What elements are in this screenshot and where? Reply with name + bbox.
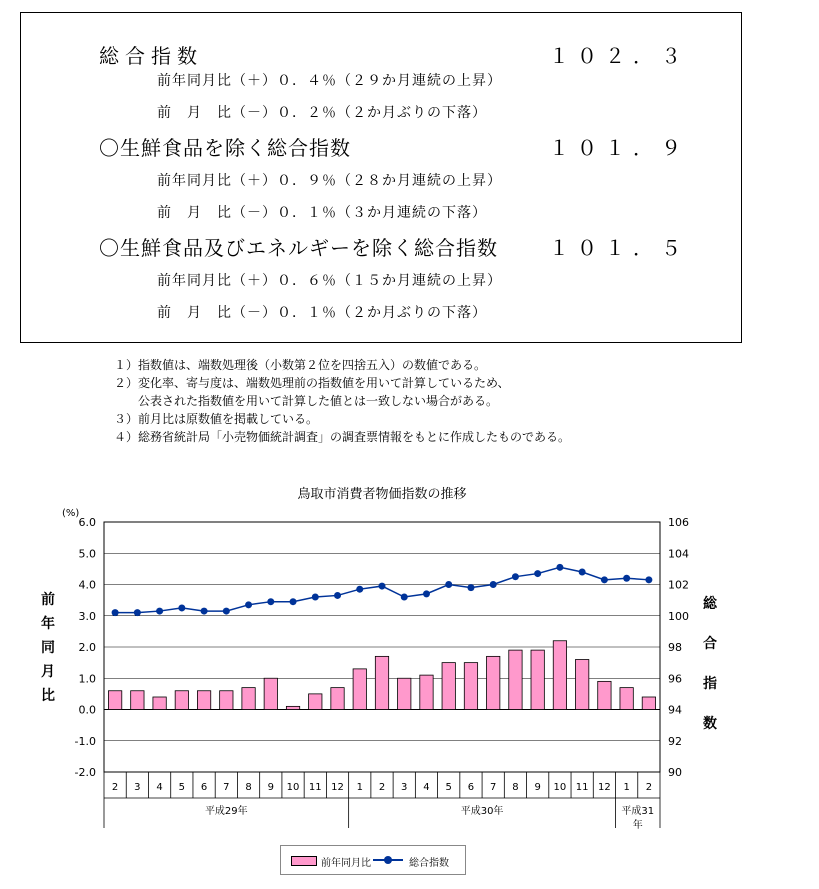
x-tick-label: 8 [245, 782, 252, 793]
y-left-axis-title-char: 同 [41, 640, 55, 656]
point-index [334, 592, 341, 599]
excl-fresh-energy-mom: 前 月 比（－）０．１％（２か月ぶりの下落） [157, 305, 487, 321]
x-tick-label: 3 [401, 782, 408, 793]
point-index [156, 608, 163, 615]
point-index [445, 581, 452, 588]
point-index [356, 586, 363, 593]
bar-yoy [175, 691, 188, 710]
excl-fresh-energy-yoy: 前年同月比（＋）０．６％（１５か月連続の上昇） [157, 273, 502, 289]
y-left-tick-label: 1.0 [78, 672, 96, 686]
y-left-tick-label: 4.0 [78, 578, 96, 592]
x-tick-label: 8 [512, 782, 519, 793]
overall-label: 総合指数 [99, 44, 203, 68]
x-tick-label: 2 [378, 782, 386, 793]
bar-yoy [509, 650, 522, 709]
x-tick-label: 7 [490, 782, 497, 793]
x-tick-label: 10 [286, 782, 300, 793]
cpi-chart [0, 478, 819, 843]
bar-yoy [375, 656, 388, 709]
legend-bar-swatch [291, 856, 317, 866]
bar-yoy [131, 691, 144, 710]
year-group-label: 平成29年 [204, 806, 248, 817]
y-left-axis-title-char: 年 [41, 616, 55, 632]
legend-line-marker [384, 856, 392, 864]
y-right-tick-label: 90 [668, 766, 682, 779]
point-index [556, 564, 563, 571]
chart-title: 鳥取市消費者物価指数の推移 [297, 487, 467, 502]
x-tick-label: 1 [356, 782, 363, 793]
y-left-axis-title-char: 比 [41, 688, 55, 704]
point-index [579, 569, 586, 576]
overall-mom-row [21, 101, 741, 131]
x-tick-label: 6 [467, 782, 475, 793]
note-3: ３）前月比は原数値を掲載している。 [114, 412, 319, 426]
note-2: ２）変化率、寄与度は、端数処理前の指数値を用いて計算しているため、 [114, 376, 510, 390]
y-right-tick-label: 96 [668, 672, 682, 686]
x-tick-label: 12 [331, 782, 344, 793]
bar-yoy [575, 660, 588, 710]
bar-yoy [286, 706, 299, 709]
y-right-tick-label: 106 [668, 516, 689, 529]
x-tick-label: 3 [134, 782, 141, 793]
y-left-axis-title-char: 前 [41, 592, 55, 608]
y-right-tick-label: 92 [668, 734, 682, 748]
bar-yoy [153, 697, 166, 710]
y-right-axis-title-char: 総 [703, 596, 717, 612]
y-left-unit: (%) [62, 508, 80, 519]
y-left-tick-label: 6.0 [78, 516, 96, 529]
bar-yoy [531, 650, 544, 709]
y-left-tick-label: 2.0 [78, 641, 96, 654]
note-2-cont: 公表された指数値を用いて計算した値とは一致しない場合がある。 [114, 394, 499, 408]
x-tick-label: 7 [223, 782, 230, 793]
overall-yoy: 前年同月比（＋）０．４％（２９か月連続の上昇） [157, 73, 502, 89]
point-index [534, 570, 541, 577]
excl-fresh-value: １０１．９ [549, 136, 689, 160]
legend-line-label: 総合指数 [409, 858, 449, 869]
x-tick-label: 10 [553, 782, 567, 793]
note-4: ４）総務省統計局「小売物価統計調査」の調査票情報をもとに作成したものである。 [114, 430, 571, 444]
y-right-axis-title-char: 合 [703, 636, 717, 652]
excl-fresh-energy-mom-row [21, 301, 741, 331]
y-left-axis-title-char: 月 [41, 664, 55, 680]
overall-yoy-row [21, 69, 741, 99]
x-tick-label: 4 [423, 782, 430, 793]
bar-yoy [331, 688, 344, 710]
point-index [312, 594, 319, 601]
bar-yoy [487, 656, 500, 709]
bar-yoy [598, 681, 611, 709]
line-index [115, 567, 649, 612]
x-tick-label: 5 [178, 782, 186, 793]
excl-fresh-label: 〇生鮮食品を除く総合指数 [99, 136, 351, 160]
excl-fresh-yoy-row [21, 169, 741, 199]
point-index [290, 598, 297, 605]
chart-legend [280, 845, 466, 875]
y-right-axis-title-char: 指 [703, 676, 717, 692]
point-index [112, 609, 119, 616]
bar-yoy [309, 694, 322, 710]
bar-yoy [642, 697, 655, 710]
y-right-tick-label: 104 [668, 547, 689, 561]
y-left-tick-label: -1.0 [74, 734, 96, 748]
point-index [467, 584, 474, 591]
excl-fresh-energy-value: １０１．５ [549, 236, 689, 260]
bar-yoy [420, 675, 433, 709]
y-right-tick-label: 94 [668, 703, 682, 717]
x-tick-label: 1 [623, 782, 630, 793]
x-tick-label: 9 [534, 782, 541, 793]
excl-fresh-energy-row [21, 233, 741, 263]
point-index [134, 609, 141, 616]
y-left-tick-label: -2.0 [74, 766, 96, 779]
excl-fresh-yoy: 前年同月比（＋）０．９％（２８か月連続の上昇） [157, 173, 502, 189]
excl-fresh-mom-row [21, 201, 741, 231]
excl-fresh-energy-yoy-row [21, 269, 741, 299]
point-index [623, 575, 630, 582]
bar-yoy [442, 663, 455, 710]
point-index [178, 604, 185, 611]
year-group-label: 平成30年 [460, 806, 504, 817]
bar-yoy [242, 688, 255, 710]
point-index [512, 573, 519, 580]
point-index [401, 594, 408, 601]
year-group-label: 平成31 年 [621, 806, 655, 831]
x-tick-label: 6 [200, 782, 208, 793]
bar-yoy [398, 678, 411, 709]
bar-yoy [464, 663, 477, 710]
notes [114, 356, 570, 446]
summary-box [20, 12, 742, 343]
point-index [201, 608, 208, 615]
x-tick-label: 11 [575, 782, 589, 793]
x-tick-label: 11 [308, 782, 322, 793]
overall-value: １０２．３ [549, 44, 689, 68]
bar-yoy [353, 669, 366, 710]
y-right-tick-label: 102 [668, 578, 689, 592]
bar-yoy [108, 691, 121, 710]
y-right-tick-label: 100 [668, 609, 689, 623]
bar-yoy [620, 688, 633, 710]
x-tick-label: 2 [645, 782, 653, 793]
point-index [423, 590, 430, 597]
overall-row [21, 41, 741, 71]
x-tick-label: 9 [267, 782, 274, 793]
excl-fresh-mom: 前 月 比（－）０．１％（３か月連続の下落） [157, 205, 487, 221]
y-left-tick-label: 0.0 [78, 703, 96, 717]
point-index [267, 598, 274, 605]
y-right-axis-title-char: 数 [703, 716, 717, 732]
excl-fresh-energy-label: 〇生鮮食品及びエネルギーを除く総合指数 [99, 236, 498, 260]
legend-bar-label: 前年同月比 [321, 858, 371, 869]
overall-mom: 前 月 比（－）０．２％（２か月ぶりの下落） [157, 105, 487, 121]
point-index [379, 583, 386, 590]
x-tick-label: 2 [111, 782, 119, 793]
point-index [245, 601, 252, 608]
point-index [601, 576, 608, 583]
excl-fresh-row [21, 133, 741, 163]
y-left-tick-label: 5.0 [78, 547, 96, 561]
bar-yoy [553, 641, 566, 710]
bar-yoy [197, 691, 210, 710]
bar-yoy [220, 691, 233, 710]
point-index [490, 581, 497, 588]
bar-yoy [264, 678, 277, 709]
y-right-tick-label: 98 [668, 641, 682, 654]
point-index [645, 576, 652, 583]
x-tick-label: 4 [156, 782, 163, 793]
note-1: １）指数値は、端数処理後（小数第２位を四捨五入）の数値である。 [114, 358, 487, 372]
y-left-tick-label: 3.0 [78, 609, 96, 623]
x-tick-label: 5 [445, 782, 452, 793]
x-tick-label: 12 [598, 782, 611, 793]
point-index [223, 608, 230, 615]
